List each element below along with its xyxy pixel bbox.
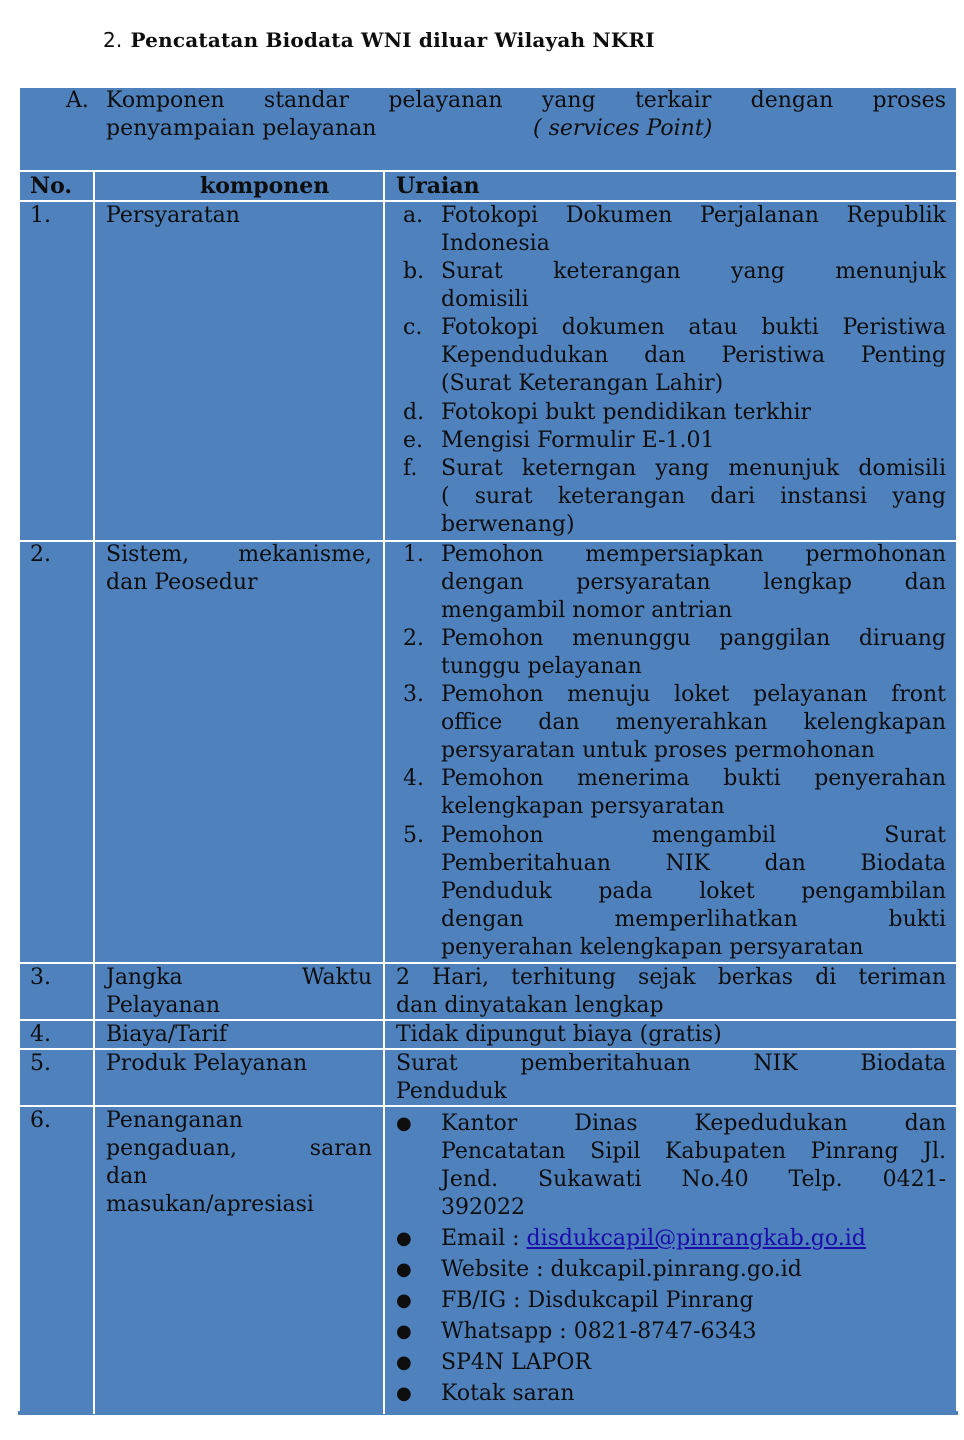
grid-line bbox=[383, 172, 385, 1414]
row-number: 5. bbox=[30, 1051, 51, 1076]
section-line-2: penyampaian pelayanan bbox=[106, 116, 377, 141]
row-komponen: masukan/apresiasi bbox=[106, 1192, 314, 1217]
list-marker: d. bbox=[403, 400, 425, 425]
list-item-text: Surat keterngan yang menunjuk domisili bbox=[441, 456, 946, 481]
bullet-icon: ● bbox=[396, 1352, 412, 1373]
title-number: 2. bbox=[103, 28, 123, 52]
table-bottom-bar bbox=[18, 1411, 958, 1415]
list-item-text: Pemohon mengambil Surat bbox=[441, 823, 946, 848]
list-item-text: Fotokopi bukt pendidikan terkhir bbox=[441, 400, 812, 425]
list-item-text: penyerahan kelengkapan persyaratan bbox=[441, 935, 864, 960]
bullet-text: Kotak saran bbox=[441, 1381, 575, 1406]
list-marker: 3. bbox=[403, 682, 424, 707]
section-line-1: Komponen standar pelayanan yang terkair dengan proses bbox=[106, 88, 946, 113]
list-item-text: office dan menyerahkan kelengkapan bbox=[441, 710, 946, 735]
list-item-text: Penduduk pada loket pengambilan bbox=[441, 879, 946, 904]
row-komponen: pengaduan, saran bbox=[106, 1136, 372, 1161]
grid-line bbox=[93, 172, 95, 1414]
bullet-text: Website : dukcapil.pinrang.go.id bbox=[441, 1257, 802, 1282]
bullet-text: Kantor Dinas Kepedudukan dan bbox=[441, 1111, 946, 1136]
bullet-text: FB/IG : Disdukcapil Pinrang bbox=[441, 1288, 754, 1313]
list-item-text: domisili bbox=[441, 287, 529, 312]
email-line bbox=[441, 1225, 866, 1253]
list-item-text: Pemohon menunggu panggilan diruang bbox=[441, 626, 946, 651]
list-marker: 4. bbox=[403, 766, 424, 791]
list-item-text: Mengisi Formulir E-1.01 bbox=[441, 428, 715, 453]
title-text: Pencatatan Biodata WNI diluar Wilayah NKRI bbox=[130, 28, 655, 52]
row-komponen: Biaya/Tarif bbox=[106, 1022, 228, 1047]
list-item-text: Surat keterangan yang menunjuk bbox=[441, 259, 946, 284]
email-link[interactable]: disdukcapil@pinrangkab.go.id bbox=[526, 1226, 866, 1251]
page-title bbox=[103, 28, 655, 52]
row-uraian: Penduduk bbox=[396, 1079, 507, 1104]
list-marker: 2. bbox=[403, 626, 424, 651]
row-komponen: Produk Pelayanan bbox=[106, 1051, 308, 1076]
list-item-text: Fotokopi Dokumen Perjalanan Republik bbox=[441, 203, 946, 228]
list-item-text: kelengkapan persyaratan bbox=[441, 794, 725, 819]
list-marker: f. bbox=[403, 456, 418, 481]
list-item-text: Fotokopi dokumen atau bukti Peristiwa bbox=[441, 315, 946, 340]
row-komponen: Persyaratan bbox=[106, 203, 240, 228]
row-number: 4. bbox=[30, 1022, 51, 1047]
list-item-text: tunggu pelayanan bbox=[441, 654, 642, 679]
list-item-text: (Surat Keterangan Lahir) bbox=[441, 371, 724, 396]
row-komponen: Sistem, mekanisme, bbox=[106, 542, 372, 567]
list-item-text: Pemberitahuan NIK dan Biodata bbox=[441, 851, 946, 876]
grid-line bbox=[18, 170, 958, 172]
list-item-text: berwenang) bbox=[441, 512, 575, 537]
list-marker: e. bbox=[403, 428, 424, 453]
row-komponen: Pelayanan bbox=[106, 993, 220, 1018]
list-marker: 5. bbox=[403, 823, 424, 848]
list-item-text: Indonesia bbox=[441, 231, 550, 256]
row-uraian: Surat pemberitahuan NIK Biodata bbox=[396, 1051, 946, 1076]
row-komponen: Penanganan bbox=[106, 1108, 243, 1133]
list-marker: a. bbox=[403, 203, 424, 228]
list-item-text: Pemohon menuju loket pelayanan front bbox=[441, 682, 946, 707]
list-item-text: dengan memperlihatkan bukti bbox=[441, 907, 946, 932]
list-marker: c. bbox=[403, 315, 423, 340]
col-header-komponen: komponen bbox=[200, 173, 330, 199]
bullet-text: 392022 bbox=[441, 1195, 525, 1220]
row-number: 1. bbox=[30, 203, 51, 228]
bullet-icon: ● bbox=[396, 1321, 412, 1342]
col-header-uraian: Uraian bbox=[396, 173, 480, 199]
bullet-text: Whatsapp : 0821-8747-6343 bbox=[441, 1319, 757, 1344]
list-item-text: Pemohon mempersiapkan permohonan bbox=[441, 542, 946, 567]
bullet-text: SP4N LAPOR bbox=[441, 1350, 592, 1375]
row-uraian: dan dinyatakan lengkap bbox=[396, 993, 664, 1018]
bullet-icon: ● bbox=[396, 1383, 412, 1404]
list-item-text: mengambil nomor antrian bbox=[441, 598, 733, 623]
bullet-icon: ● bbox=[396, 1228, 412, 1249]
row-number: 2. bbox=[30, 542, 51, 567]
list-marker: 1. bbox=[403, 542, 424, 567]
section-note: ( services Point) bbox=[533, 116, 713, 141]
section-marker: A. bbox=[66, 88, 89, 113]
row-komponen: Jangka Waktu bbox=[106, 965, 372, 990]
list-item-text: Pemohon menerima bukti penyerahan bbox=[441, 766, 946, 791]
email-label: Email : bbox=[441, 1226, 527, 1251]
list-marker: b. bbox=[403, 259, 425, 284]
list-item-text: dengan persyaratan lengkap dan bbox=[441, 570, 946, 595]
row-komponen: dan bbox=[106, 1164, 148, 1189]
col-header-no: No. bbox=[30, 173, 73, 199]
list-item-text: persyaratan untuk proses permohonan bbox=[441, 738, 875, 763]
row-uraian: Tidak dipungut biaya (gratis) bbox=[396, 1022, 722, 1047]
list-item-text: Kependudukan dan Peristiwa Penting bbox=[441, 343, 946, 368]
list-item-text: ( surat keterangan dari instansi yang bbox=[441, 484, 946, 509]
row-number: 6. bbox=[30, 1108, 51, 1133]
row-number: 3. bbox=[30, 965, 51, 990]
bullet-text: Jend. Sukawati No.40 Telp. 0421- bbox=[441, 1167, 946, 1192]
bullet-icon: ● bbox=[396, 1259, 412, 1280]
row-uraian: 2 Hari, terhitung sejak berkas di teriman bbox=[396, 965, 946, 990]
bullet-icon: ● bbox=[396, 1113, 412, 1134]
bullet-text: Pencatatan Sipil Kabupaten Pinrang Jl. bbox=[441, 1139, 946, 1164]
row-komponen: dan Peosedur bbox=[106, 570, 258, 595]
bullet-icon: ● bbox=[396, 1290, 412, 1311]
